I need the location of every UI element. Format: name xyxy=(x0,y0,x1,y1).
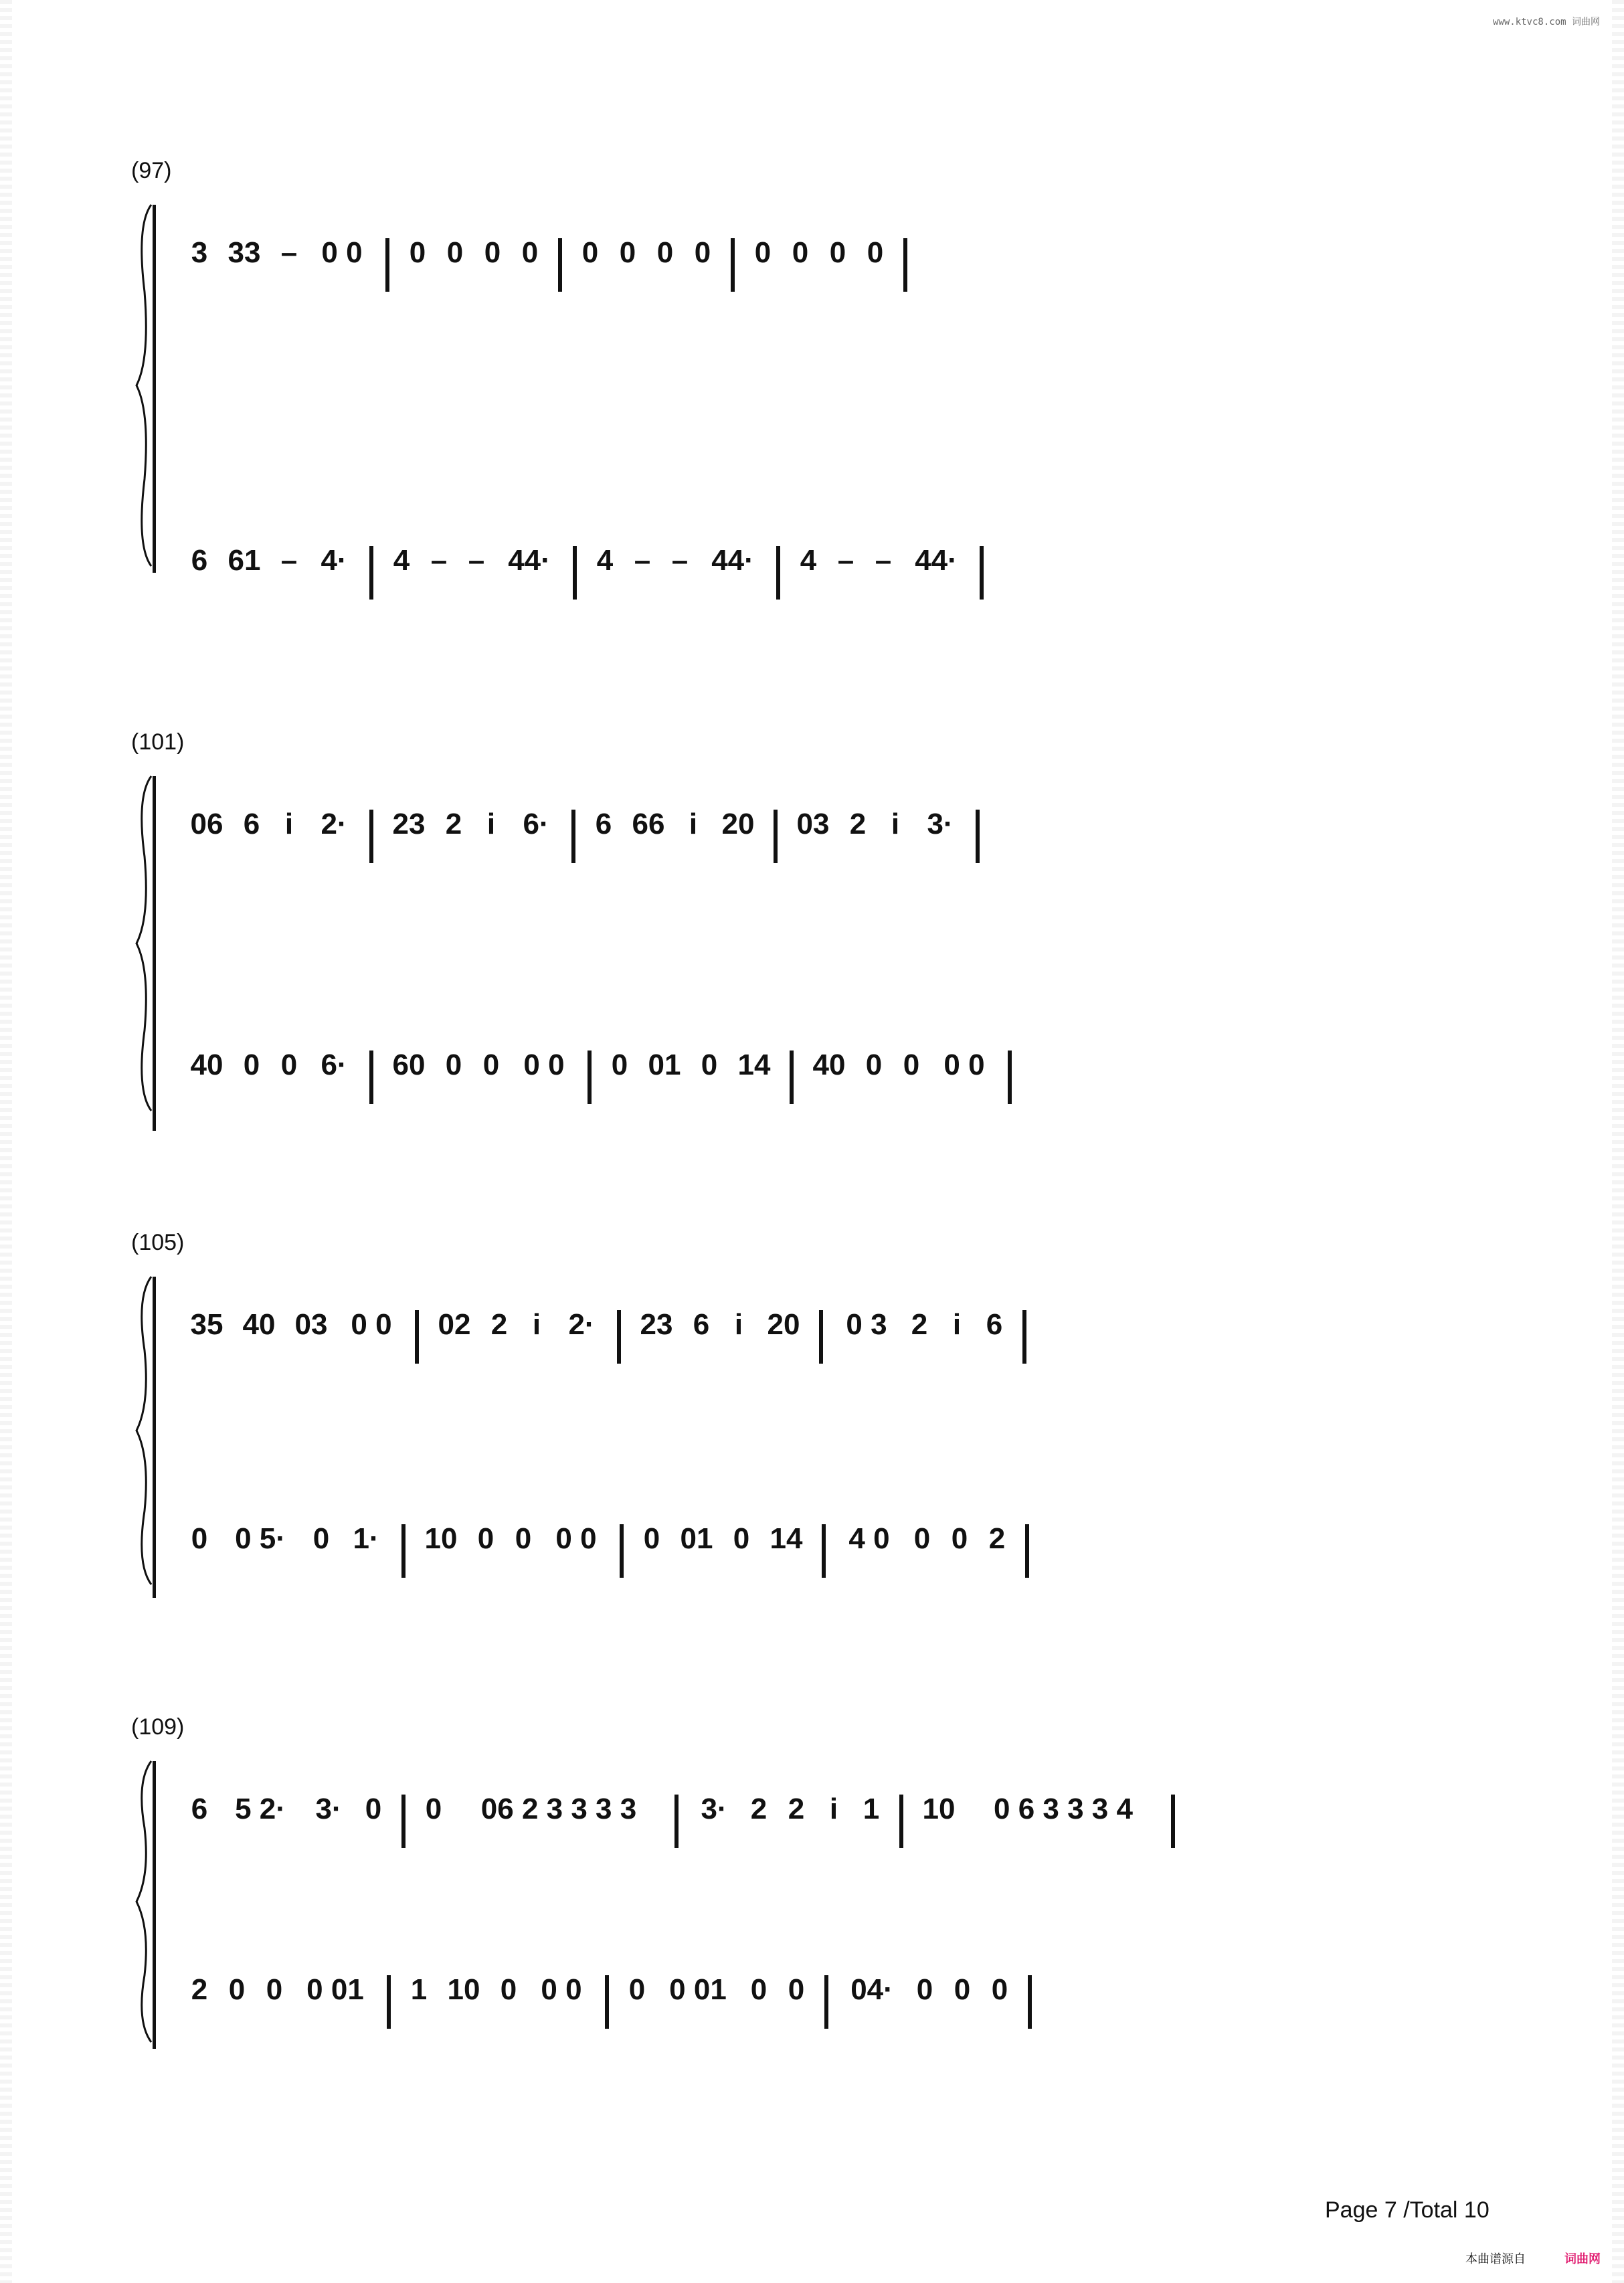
note-token: 0 xyxy=(243,1048,260,1081)
note-token: 0 xyxy=(425,1793,442,1825)
note-token: 03 xyxy=(294,1308,328,1341)
note-token: 01 xyxy=(648,1048,681,1081)
barline xyxy=(1025,1524,1029,1578)
note-token: 40 xyxy=(190,1048,223,1081)
note-token: 2· xyxy=(568,1308,595,1341)
note-token: 0 xyxy=(228,1973,246,2006)
note-token: 4· xyxy=(321,544,347,577)
note-token: i xyxy=(532,1308,541,1341)
note-token: 0 3 xyxy=(846,1308,887,1341)
note-token: 0 xyxy=(951,1522,968,1555)
note-token: 6 xyxy=(986,1308,1003,1341)
note-token: 61 xyxy=(228,544,261,577)
note-token: 0 xyxy=(312,1522,330,1555)
note-token: 44· xyxy=(508,544,551,577)
note-token: 35 xyxy=(190,1308,223,1341)
note-token: 6 xyxy=(693,1308,710,1341)
barline xyxy=(1022,1310,1026,1364)
barline xyxy=(387,1975,391,2029)
note-token: 3· xyxy=(927,808,954,840)
note-token: 3· xyxy=(701,1793,727,1825)
note-token: 0 01 xyxy=(669,1973,727,2006)
upper-staff xyxy=(161,1283,1492,1384)
measure-number: (97) xyxy=(131,158,172,183)
note-token: 01 xyxy=(680,1522,713,1555)
measure-number: (109) xyxy=(131,1714,185,1740)
note-token: 10 xyxy=(447,1973,480,2006)
note-token: – xyxy=(280,236,298,269)
note-token: 2 xyxy=(988,1522,1006,1555)
note-token: 4 0 xyxy=(848,1522,890,1555)
note-token: 2 xyxy=(490,1308,508,1341)
barline xyxy=(573,546,577,600)
note-token: 14 xyxy=(770,1522,803,1555)
note-token: 2 xyxy=(788,1793,805,1825)
system-start-barline xyxy=(153,205,156,573)
note-token: – xyxy=(671,544,689,577)
note-token: 33 xyxy=(228,236,261,269)
note-token: 0 xyxy=(446,236,464,269)
note-token: 0 xyxy=(954,1973,971,2006)
note-token: 6 xyxy=(191,1793,208,1825)
note-token: 0 0 xyxy=(541,1973,582,2006)
note-token: 2 xyxy=(191,1973,208,2006)
note-token: 3 xyxy=(191,236,208,269)
note-token: 66 xyxy=(632,808,665,840)
note-token: 0 0 xyxy=(943,1048,985,1081)
note-token: 02 xyxy=(438,1308,471,1341)
note-token: 0 xyxy=(643,1522,660,1555)
note-token: 0 xyxy=(266,1973,283,2006)
staff-brace-icon xyxy=(134,198,154,573)
staff-brace-icon xyxy=(134,1270,154,1591)
note-token: 0 xyxy=(409,236,426,269)
note-token: – xyxy=(280,544,298,577)
note-token: 0 0 xyxy=(351,1308,392,1341)
note-token: i xyxy=(829,1793,838,1825)
barline xyxy=(369,546,373,600)
note-token: 0 xyxy=(903,1048,920,1081)
note-token: 0 xyxy=(500,1973,517,2006)
lower-staff xyxy=(161,1948,1492,2049)
score-system-105 xyxy=(127,1230,1492,1651)
note-token: 23 xyxy=(640,1308,673,1341)
note-token: 04· xyxy=(850,1973,893,2006)
note-token: 6· xyxy=(321,1048,347,1081)
note-token: 4 xyxy=(800,544,817,577)
note-token: 0 xyxy=(694,236,711,269)
score-system-97 xyxy=(127,158,1492,579)
barline xyxy=(415,1310,419,1364)
note-token: 20 xyxy=(767,1308,800,1341)
upper-staff xyxy=(161,211,1492,312)
note-token: 40 xyxy=(812,1048,846,1081)
note-token: 0 0 xyxy=(321,236,363,269)
left-edge-decoration xyxy=(0,0,12,2283)
note-token: 0 xyxy=(788,1973,805,2006)
score-system-109 xyxy=(127,1714,1492,2136)
barline xyxy=(617,1310,621,1364)
barline xyxy=(401,1524,405,1578)
barline xyxy=(899,1795,903,1848)
note-token: – xyxy=(430,544,448,577)
note-token: 0 xyxy=(829,236,846,269)
note-token: 0 xyxy=(445,1048,462,1081)
note-token: 06 2 3 3 3 3 xyxy=(480,1793,637,1825)
system-start-barline xyxy=(153,776,156,1131)
barline xyxy=(824,1975,828,2029)
note-token: 0 01 xyxy=(306,1973,364,2006)
note-token: 40 xyxy=(242,1308,276,1341)
lower-staff xyxy=(161,519,1492,620)
note-token: 0 xyxy=(913,1522,931,1555)
note-token: 3· xyxy=(315,1793,342,1825)
note-token: 0 xyxy=(733,1522,750,1555)
note-token: – xyxy=(468,544,485,577)
note-token: 0 xyxy=(521,236,539,269)
note-token: 0 xyxy=(754,236,772,269)
note-token: i xyxy=(734,1308,743,1341)
source-label: 本曲谱源自 xyxy=(1465,2252,1526,2266)
note-token: 5 2· xyxy=(235,1793,286,1825)
lower-staff xyxy=(161,1024,1492,1124)
note-token: 1 xyxy=(410,1973,428,2006)
page-number: Page 7 /Total 10 xyxy=(1325,2197,1490,2223)
note-token: 4 xyxy=(393,544,410,577)
barline xyxy=(980,546,984,600)
note-token: 23 xyxy=(392,808,426,840)
note-token: 0 xyxy=(515,1522,532,1555)
note-token: i xyxy=(952,1308,962,1341)
note-token: 2 xyxy=(750,1793,768,1825)
note-token: i xyxy=(891,808,900,840)
barline xyxy=(369,810,373,863)
note-token: 0 xyxy=(750,1973,768,2006)
note-token: 10 xyxy=(922,1793,956,1825)
barline xyxy=(369,1051,373,1104)
barline xyxy=(903,238,907,292)
upper-staff xyxy=(161,1768,1492,1868)
staff-brace-icon xyxy=(134,1754,154,2049)
note-token: 1· xyxy=(353,1522,379,1555)
note-token: 0 5· xyxy=(235,1522,286,1555)
note-token: 0 xyxy=(484,236,501,269)
barline xyxy=(558,238,562,292)
barline xyxy=(1171,1795,1175,1848)
note-token: 1 xyxy=(863,1793,880,1825)
note-token: 6· xyxy=(523,808,549,840)
note-token: 06 xyxy=(190,808,223,840)
note-token: – xyxy=(875,544,892,577)
barline xyxy=(385,238,389,292)
note-token: 10 xyxy=(424,1522,458,1555)
note-token: 0 xyxy=(611,1048,628,1081)
barline xyxy=(776,546,780,600)
note-token: 60 xyxy=(392,1048,426,1081)
note-token: 0 xyxy=(865,1048,883,1081)
system-start-barline xyxy=(153,1761,156,2049)
brand-logo: 词曲网 xyxy=(1564,2252,1601,2266)
score-system-101 xyxy=(127,729,1492,1151)
note-token: – xyxy=(837,544,854,577)
barline xyxy=(774,810,778,863)
system-start-barline xyxy=(153,1277,156,1598)
barline xyxy=(976,810,980,863)
note-token: i xyxy=(284,808,294,840)
note-token: 0 xyxy=(365,1793,382,1825)
note-token: 44· xyxy=(711,544,754,577)
note-token: 0 xyxy=(619,236,636,269)
note-token: 0 xyxy=(191,1522,208,1555)
note-token: 0 0 xyxy=(523,1048,565,1081)
note-token: 2 xyxy=(849,808,867,840)
note-token: 6 xyxy=(243,808,260,840)
staff-brace-icon xyxy=(134,769,154,1117)
note-token: i xyxy=(689,808,698,840)
note-token: – xyxy=(634,544,651,577)
note-token: 0 xyxy=(656,236,674,269)
note-token: 4 xyxy=(596,544,614,577)
note-token: 6 xyxy=(191,544,208,577)
note-token: 44· xyxy=(915,544,958,577)
barline xyxy=(731,238,735,292)
barline xyxy=(1008,1051,1012,1104)
note-token: 0 6 3 3 3 4 xyxy=(994,1793,1133,1825)
barline xyxy=(822,1524,826,1578)
barline xyxy=(790,1051,794,1104)
note-token: 0 xyxy=(581,236,599,269)
note-token: i xyxy=(486,808,496,840)
measure-number: (105) xyxy=(131,1230,185,1255)
lower-staff xyxy=(161,1497,1492,1598)
barline xyxy=(605,1975,609,2029)
note-token: 6 xyxy=(595,808,612,840)
measure-number: (101) xyxy=(131,729,185,755)
note-token: 2 xyxy=(911,1308,928,1341)
upper-staff xyxy=(161,783,1492,883)
note-token: 0 xyxy=(991,1973,1008,2006)
barline xyxy=(401,1795,405,1848)
note-token: 0 xyxy=(701,1048,718,1081)
right-edge-decoration xyxy=(1612,0,1624,2283)
note-token: 0 xyxy=(628,1973,646,2006)
barline xyxy=(674,1795,679,1848)
barline xyxy=(620,1524,624,1578)
barline xyxy=(571,810,575,863)
note-token: 2· xyxy=(321,808,347,840)
note-token: 2 xyxy=(445,808,462,840)
note-token: 03 xyxy=(796,808,830,840)
note-token: 0 xyxy=(477,1522,494,1555)
barline xyxy=(819,1310,823,1364)
barline xyxy=(1028,1975,1032,2029)
note-token: 20 xyxy=(721,808,755,840)
note-token: 0 xyxy=(482,1048,500,1081)
note-token: 0 xyxy=(867,236,884,269)
header-url: www.ktvc8.com 词曲网 xyxy=(1492,17,1600,27)
note-token: 0 xyxy=(916,1973,933,2006)
note-token: 0 xyxy=(280,1048,298,1081)
barline xyxy=(588,1051,592,1104)
note-token: 0 xyxy=(792,236,809,269)
note-token: 14 xyxy=(737,1048,771,1081)
note-token: 0 0 xyxy=(555,1522,597,1555)
